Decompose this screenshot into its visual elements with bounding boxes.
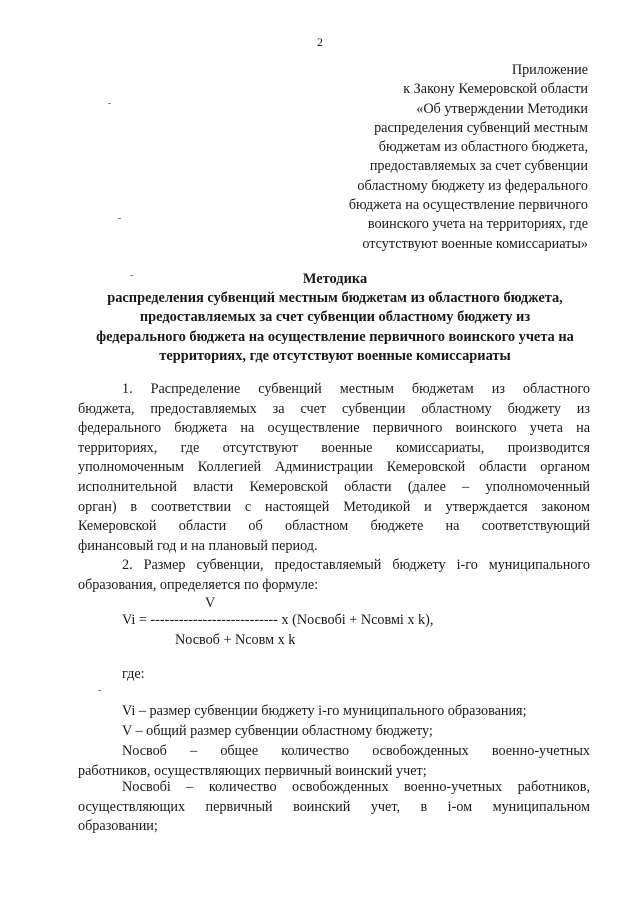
paragraph-line: уполномоченным Коллегией Администрации Кемеровской области органом	[78, 459, 590, 476]
appendix-line: предоставляемых за счет субвенции	[369, 158, 588, 175]
paragraph-2	[78, 556, 590, 595]
appendix-line: Приложение	[511, 62, 588, 78]
title-line: территориях, где отсутствуют военные комиссариаты	[159, 347, 511, 364]
title-heading: Методика	[302, 271, 368, 287]
paragraph-line: территориях, где отсутствуют военные комиссариаты, производится	[78, 439, 590, 456]
paragraph-line: финансовый год и на плановый период.	[78, 537, 318, 554]
paragraph-line: 2. Размер субвенции, предоставляемый бюджету i-го муниципального	[122, 557, 590, 573]
definition-line: V – общий размер субвенции областному бюджету;	[122, 723, 433, 739]
appendix-line: отсутствуют военные комиссариаты»	[362, 235, 588, 252]
scan-speck	[118, 218, 121, 219]
definition-line: работников, осуществляющих первичный воинский учет;	[78, 762, 427, 779]
definition-nosvob	[78, 742, 590, 781]
paragraph-1	[78, 380, 590, 556]
paragraph-line: 1. Распределение субвенций местным бюджетам из областного	[122, 381, 590, 397]
appendix-line: воинского учета на территориях, где	[367, 216, 588, 233]
where-label: где:	[122, 666, 145, 682]
title-line: распределения субвенций местным бюджетам из областного бюджета,	[107, 290, 563, 307]
scan-speck	[98, 690, 101, 691]
paragraph-line: исполнительной власти Кемеровской области (далее – уполномоченный	[78, 478, 590, 495]
appendix-line: бюджета на осуществление первичного	[348, 197, 588, 214]
definition-line: Nосвобi – количество освобожденных военно-учетных работников,	[122, 779, 590, 795]
paragraph-line: бюджета, предоставляемых за счет субвенции областному бюджету из	[78, 400, 590, 417]
definition-vi	[78, 702, 590, 722]
paragraph-line: Кемеровской области об областном бюджете на соответствующий	[78, 518, 590, 535]
appendix-line: распределения субвенций местным	[374, 119, 588, 136]
paragraph-line: орган) в соответствии с настоящей Методикой и утверждается законом	[78, 498, 590, 515]
title-line: федерального бюджета на осуществление первичного воинского учета на	[96, 328, 574, 345]
definition-line: осуществляющих первичный воинский учет, в i-ом муниципальном	[78, 798, 590, 815]
title-line: предоставляемых за счет субвенции областному бюджету из	[139, 309, 531, 326]
appendix-header	[288, 61, 588, 254]
appendix-line: областному бюджету из федерального	[357, 177, 588, 194]
definition-line: образовании;	[78, 818, 158, 835]
formula-main: Vi = --------------------------- x (Nосвобi + Nсовмi x k),	[122, 612, 434, 628]
appendix-line: бюджетам из областного бюджета,	[378, 139, 588, 156]
appendix-line: к Закону Кемеровской области	[403, 81, 588, 98]
document-title	[70, 270, 600, 366]
formula-numerator: V	[205, 595, 216, 611]
appendix-line: «Об утверждении Методики	[416, 100, 588, 117]
paragraph-line: образования, определяется по формуле:	[78, 576, 319, 593]
page-number: 2	[317, 35, 323, 49]
definition-line: Nосвоб – общее количество освобожденных военно-учетных	[122, 743, 590, 759]
scan-speck	[130, 275, 133, 276]
definition-v	[78, 722, 590, 742]
definition-nosvobi	[78, 778, 590, 837]
formula-denominator: Nосвоб + Nсовм x k	[175, 632, 296, 648]
definition-line: Vi – размер субвенции бюджету i-го муниципального образования;	[122, 703, 527, 719]
scan-speck	[108, 103, 111, 104]
paragraph-line: федерального бюджета на осуществление первичного воинского учета на	[78, 420, 590, 437]
